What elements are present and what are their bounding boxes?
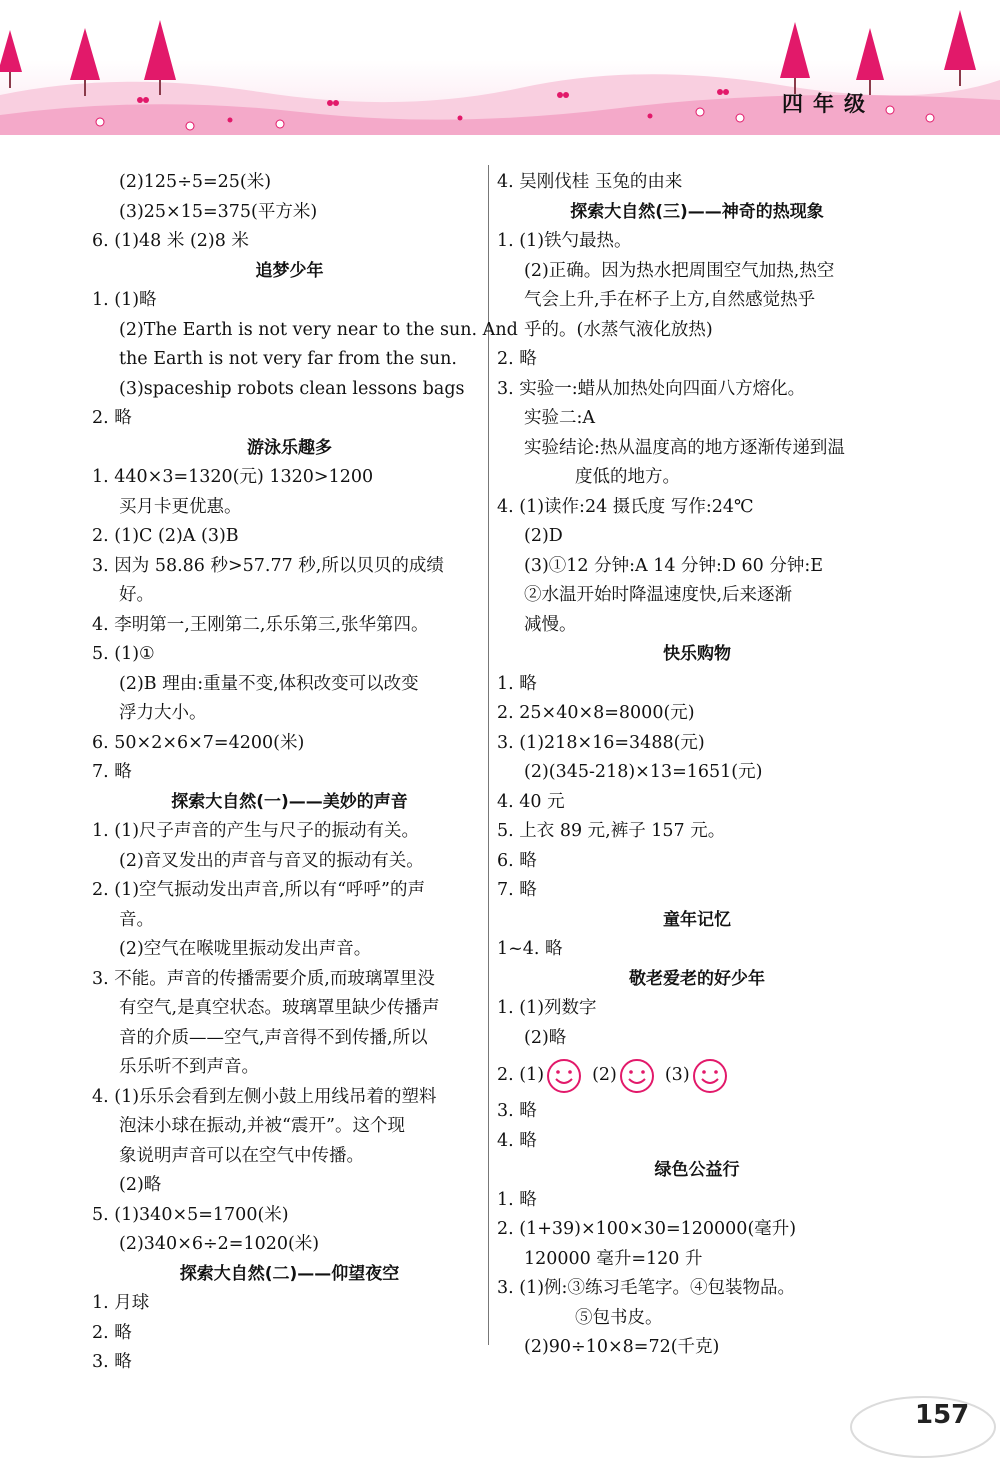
answer-line: (2)空气在喉咙里振动发出声音。 bbox=[119, 939, 372, 959]
answer-line: (3)25×15=375(平方米) bbox=[119, 201, 318, 222]
answer-line: 1. 440×3=1320(元) 1320>1200 bbox=[92, 467, 374, 487]
answer-line: 3. 不能。声音的传播需要介质,而玻璃罩里没 bbox=[92, 968, 435, 989]
answer-line: (2)略 bbox=[119, 1175, 162, 1195]
section-heading: 追梦少年 bbox=[255, 260, 324, 281]
face-option-label: 2. (1) bbox=[497, 1065, 545, 1085]
answer-line: 1. 略 bbox=[497, 1189, 537, 1210]
answer-line: 实验结论:热从温度高的地方逐渐传递到温 bbox=[524, 437, 845, 458]
answer-line: 5. 上衣 89 元,裤子 157 元。 bbox=[497, 821, 726, 841]
answer-line: 2. (1+39)×100×30=120000(毫升) bbox=[497, 1219, 797, 1239]
answer-line: 1. 略 bbox=[497, 673, 537, 694]
answer-line: 7. 略 bbox=[497, 880, 537, 900]
answer-line: 4. 40 元 bbox=[497, 791, 565, 812]
answer-line: 120000 毫升=120 升 bbox=[524, 1248, 703, 1269]
answer-line: 减慢。 bbox=[524, 614, 577, 635]
answer-line: 5. (1)340×5=1700(米) bbox=[92, 1204, 289, 1225]
answer-line: 有空气,是真空状态。玻璃罩里缺少传播声 bbox=[119, 998, 440, 1018]
section-heading: 探索大自然(三)——神奇的热现象 bbox=[570, 201, 824, 222]
section-heading: 快乐购物 bbox=[663, 644, 731, 664]
section-heading: 绿色公益行 bbox=[654, 1160, 740, 1180]
answer-line: 5. (1)① bbox=[92, 644, 155, 664]
answer-line: (3)spaceship robots clean lessons bags bbox=[119, 378, 465, 399]
answer-line: 6. (1)48 米 (2)8 米 bbox=[92, 231, 249, 251]
answer-line: 1. (1)尺子声音的产生与尺子的振动有关。 bbox=[92, 821, 420, 841]
section-heading: 童年记忆 bbox=[663, 909, 731, 930]
answer-line: 音的介质——空气,声音得不到传播,所以 bbox=[119, 1027, 428, 1048]
answer-line: 6. 50×2×6×7=4200(米) bbox=[92, 732, 305, 753]
answer-line: the Earth is not very far from the sun. bbox=[119, 349, 457, 369]
answer-line: ⑤包书皮。 bbox=[575, 1307, 663, 1328]
answer-line: 1. (1)略 bbox=[92, 290, 157, 310]
answer-line: 音。 bbox=[119, 909, 154, 930]
answer-line: 1~4. 略 bbox=[497, 939, 563, 959]
answer-line: 3. 略 bbox=[497, 1101, 537, 1121]
smiley-face-icon bbox=[546, 1058, 582, 1094]
answer-line: 3. (1)218×16=3488(元) bbox=[497, 732, 705, 753]
answer-line: 实验二:A bbox=[524, 408, 596, 428]
header-banner bbox=[0, 0, 1000, 140]
grade-label: 四年级 bbox=[782, 92, 875, 116]
section-heading: 探索大自然(二)——仰望夜空 bbox=[179, 1263, 400, 1284]
answer-line: (2)(345-218)×13=1651(元) bbox=[524, 762, 763, 782]
section-heading: 敬老爱老的好少年 bbox=[629, 968, 765, 989]
smiley-face-icon bbox=[692, 1058, 728, 1094]
answer-line: (2)125÷5=25(米) bbox=[119, 172, 272, 192]
answer-column-right bbox=[497, 168, 897, 1363]
answer-line: 2. 25×40×8=8000(元) bbox=[497, 703, 695, 723]
answer-line: 1. 月球 bbox=[92, 1293, 150, 1313]
answer-line: 买月卡更优惠。 bbox=[119, 496, 242, 517]
answer-line-faces bbox=[497, 1053, 897, 1097]
answer-line: 好。 bbox=[119, 585, 154, 605]
answer-line: 乐乐听不到声音。 bbox=[119, 1057, 259, 1077]
answer-line: 3. 略 bbox=[92, 1352, 132, 1372]
smiley-face-icon bbox=[619, 1058, 655, 1094]
answer-line: 2. 略 bbox=[92, 1322, 132, 1343]
section-heading: 探索大自然(一)——美妙的声音 bbox=[171, 791, 408, 812]
answer-line: 4. 略 bbox=[497, 1130, 537, 1151]
answer-line: (2)340×6÷2=1020(米) bbox=[119, 1234, 320, 1254]
answer-line: ②水温开始时降温速度快,后来逐渐 bbox=[524, 585, 793, 605]
answer-line: (2)D bbox=[524, 526, 563, 546]
answer-line: 度低的地方。 bbox=[575, 467, 680, 487]
answer-line: 1. (1)铁勺最热。 bbox=[497, 231, 632, 251]
answer-line: (2)音叉发出的声音与音叉的振动有关。 bbox=[119, 850, 424, 871]
answer-line: 气会上升,手在杯子上方,自然感觉热乎 bbox=[524, 290, 816, 310]
answer-line: 3. (1)例:③练习毛笔字。④包装物品。 bbox=[497, 1278, 795, 1298]
answer-line: 2. (1)空气振动发出声音,所以有“呼呼”的声 bbox=[92, 880, 426, 900]
answer-line: 4. 李明第一,王刚第二,乐乐第三,张华第四。 bbox=[92, 614, 429, 635]
answer-line: (2)正确。因为热水把周围空气加热,热空 bbox=[524, 260, 835, 281]
answer-line: 7. 略 bbox=[92, 762, 132, 782]
face-option-label: (3) bbox=[664, 1065, 690, 1085]
answer-line: (2)B 理由:重量不变,体积改变可以改变 bbox=[119, 673, 419, 694]
answer-line: 乎的。(水蒸气液化放热) bbox=[524, 319, 713, 340]
answer-line: 4. (1)乐乐会看到左侧小鼓上用线吊着的塑料 bbox=[92, 1086, 437, 1107]
answer-line: 3. 因为 58.86 秒>57.77 秒,所以贝贝的成绩 bbox=[92, 555, 444, 576]
answer-line: (2)90÷10×8=72(千克) bbox=[524, 1337, 720, 1357]
answer-line: 浮力大小。 bbox=[119, 703, 207, 723]
answer-line: 泡沫小球在振动,并被“震开”。这个现 bbox=[119, 1116, 405, 1136]
answer-line: (3)①12 分钟:A 14 分钟:D 60 分钟:E bbox=[524, 555, 824, 576]
answer-line: 象说明声音可以在空气中传播。 bbox=[119, 1145, 364, 1166]
answer-line: 2. 略 bbox=[92, 408, 132, 428]
answer-line: 2. (1)C (2)A (3)B bbox=[92, 526, 239, 546]
answer-line: 2. 略 bbox=[497, 349, 537, 369]
answer-line: 4. (1)读作:24 摄氏度 写作:24℃ bbox=[497, 496, 754, 517]
page-number: 157 bbox=[915, 1400, 970, 1430]
face-option-label: (2) bbox=[592, 1065, 617, 1085]
answer-line: 3. 实验一:蜡从加热处向四面八方熔化。 bbox=[497, 378, 806, 399]
answer-line: 1. (1)列数字 bbox=[497, 998, 597, 1018]
answer-line: (2)略 bbox=[524, 1027, 567, 1048]
answer-line: (2)The Earth is not very near to the sun. And bbox=[119, 319, 518, 340]
answer-line: 4. 吴刚伐桂 玉兔的由来 bbox=[497, 172, 683, 192]
answer-line: 6. 略 bbox=[497, 850, 537, 871]
section-heading: 游泳乐趣多 bbox=[247, 437, 332, 458]
